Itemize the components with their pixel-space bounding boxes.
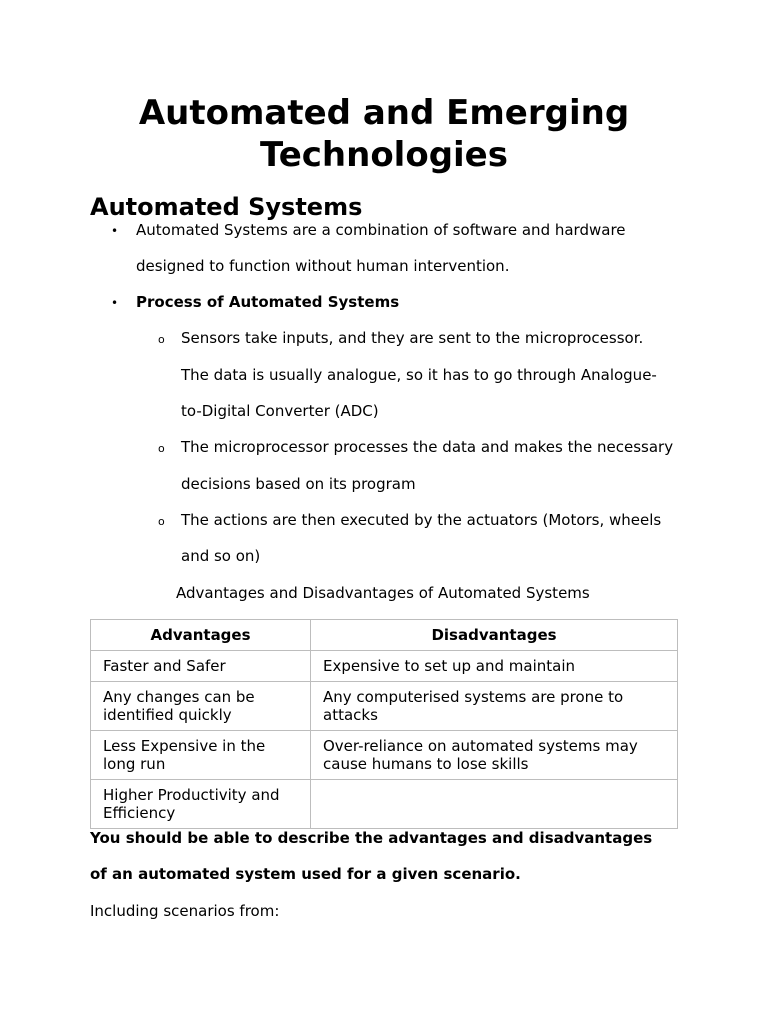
section-heading: Automated Systems (90, 193, 363, 221)
sub-bullet-text-line: Sensors take inputs, and they are sent to the microprocessor. (181, 329, 644, 347)
advantage-cell: Faster and Safer (91, 651, 311, 682)
advantage-cell: Less Expensive in the long run (91, 731, 311, 780)
sub-bullet-marker: o (158, 515, 165, 528)
table-header-row (91, 620, 678, 651)
bullet-marker: • (111, 224, 119, 238)
note-line: of an automated system used for a given scenario. (90, 865, 521, 883)
scenarios-intro: Including scenarios from: (90, 902, 280, 920)
sub-bullet-text-line: The microprocessor processes the data and makes the necessary (181, 438, 674, 456)
sub-bullet-text-line: The data is usually analogue, so it has to go through Analogue- (181, 366, 657, 384)
bullet-text-line: Automated Systems are a combination of software and hardware (136, 221, 626, 239)
table-row (91, 780, 678, 829)
table-row (91, 682, 678, 731)
sub-bullet-text-line: and so on) (181, 547, 261, 565)
disadvantage-cell: Any computerised systems are prone to attacks (311, 682, 678, 731)
disadvantage-cell (311, 780, 678, 829)
disadvantage-cell: Over-reliance on automated systems may cause humans to lose skills (311, 731, 678, 780)
sub-bullet-text-line: The actions are then executed by the actuators (Motors, wheels (181, 511, 662, 529)
column-header-disadvantages: Disadvantages (311, 620, 678, 651)
sub-bullet-text-line: decisions based on its program (181, 475, 416, 493)
advantages-table (90, 619, 678, 829)
table-caption: Advantages and Disadvantages of Automated Systems (176, 584, 590, 602)
sub-bullet-marker: o (158, 442, 165, 455)
page-title: Automated and Emerging Technologies (138, 93, 630, 175)
bullet-heading: Process of Automated Systems (136, 293, 400, 311)
note-line: You should be able to describe the advantages and disadvantages (90, 829, 653, 847)
disadvantage-cell: Expensive to set up and maintain (311, 651, 678, 682)
advantage-cell: Higher Productivity and Efficiency (91, 780, 311, 829)
table-row (91, 731, 678, 780)
advantage-cell: Any changes can be identified quickly (91, 682, 311, 731)
column-header-advantages: Advantages (91, 620, 311, 651)
sub-bullet-marker: o (158, 333, 165, 346)
bullet-text-line: designed to function without human intervention. (136, 257, 510, 275)
bullet-marker: • (111, 296, 119, 310)
sub-bullet-text-line: to-Digital Converter (ADC) (181, 402, 379, 420)
table-row (91, 651, 678, 682)
